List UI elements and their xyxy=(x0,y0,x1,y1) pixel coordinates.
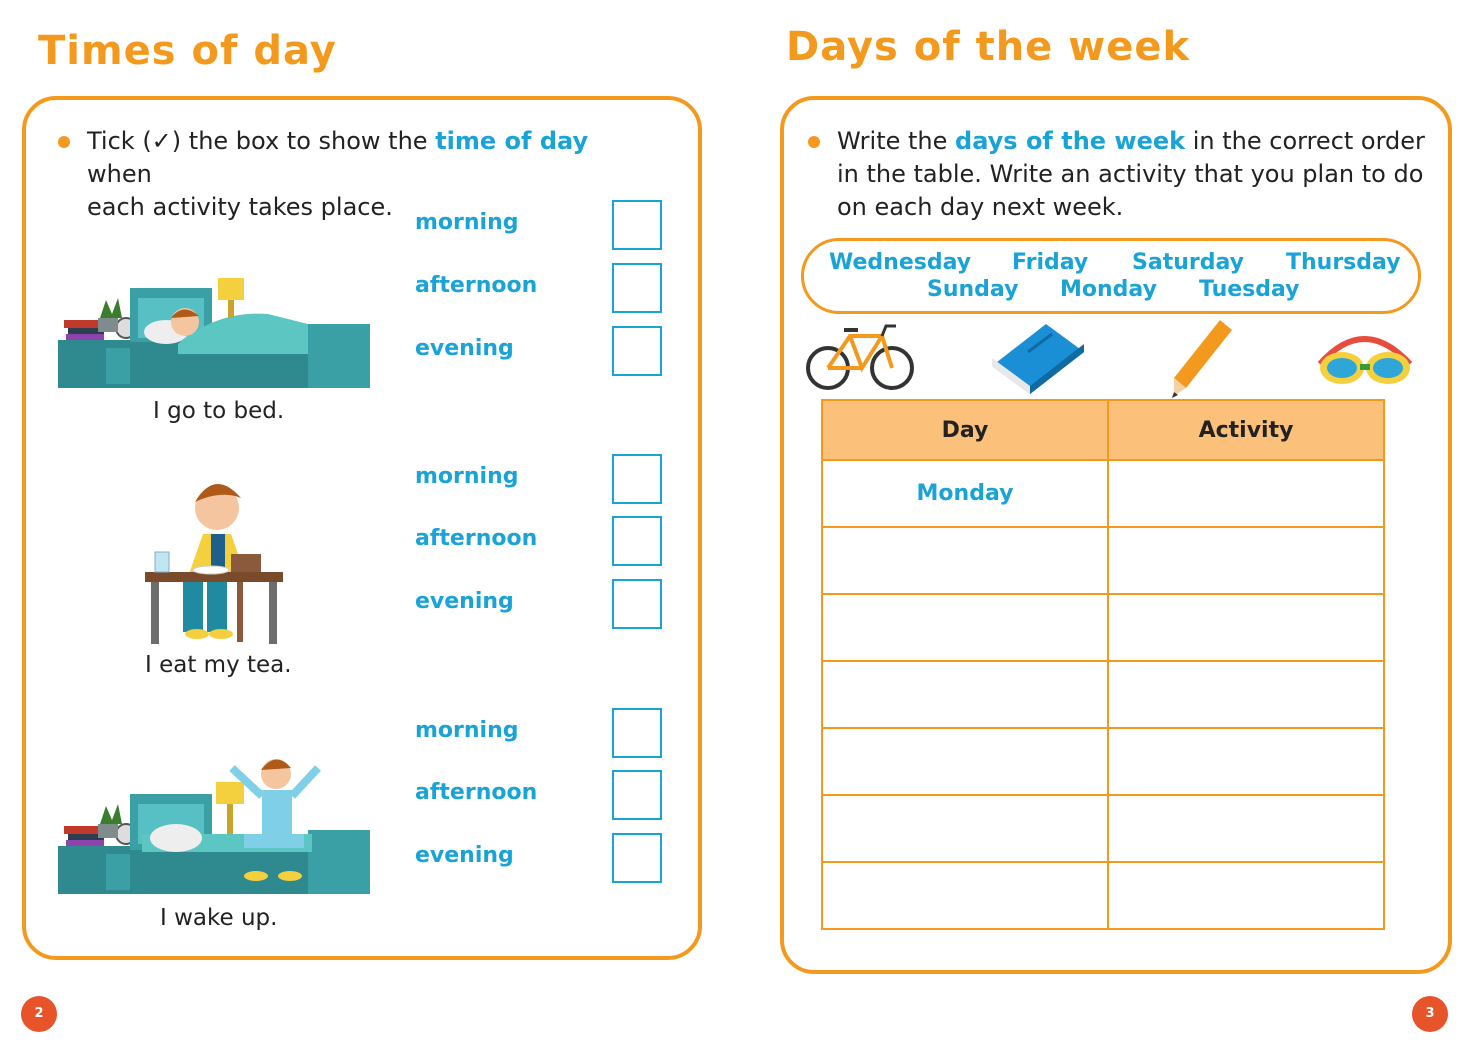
instruction-text: Write the xyxy=(837,127,956,155)
day-cell[interactable] xyxy=(822,661,1108,728)
activity-cell[interactable] xyxy=(1108,460,1384,527)
book-icon xyxy=(988,322,1088,394)
option-morning: morning xyxy=(415,464,519,489)
tick-box-morning[interactable] xyxy=(612,454,662,504)
activity-caption: I eat my tea. xyxy=(145,652,292,678)
tick-box-evening[interactable] xyxy=(612,579,662,629)
day-cell[interactable] xyxy=(822,527,1108,594)
bicycle-icon xyxy=(804,322,916,392)
right-instruction xyxy=(837,125,1427,224)
table-row xyxy=(822,661,1384,728)
option-evening: evening xyxy=(415,843,514,868)
activity-cell[interactable] xyxy=(1108,661,1384,728)
bullet-icon xyxy=(808,136,820,148)
activity-cell[interactable] xyxy=(1108,594,1384,661)
tick-box-evening[interactable] xyxy=(612,326,662,376)
tick-box-afternoon[interactable] xyxy=(612,263,662,313)
child-sleeping-illustration xyxy=(58,270,373,390)
word-bank-item: Friday xyxy=(1012,250,1089,275)
activity-cell[interactable] xyxy=(1108,862,1384,929)
word-bank-item: Tuesday xyxy=(1199,277,1300,302)
child-eating-illustration xyxy=(145,474,285,646)
days-table xyxy=(821,399,1385,930)
table-row xyxy=(822,527,1384,594)
left-instruction xyxy=(87,125,647,224)
day-cell[interactable] xyxy=(822,795,1108,862)
option-morning: morning xyxy=(415,718,519,743)
word-bank-item: Saturday xyxy=(1132,250,1244,275)
option-evening: evening xyxy=(415,336,514,361)
table-row xyxy=(822,594,1384,661)
pencil-icon xyxy=(1170,318,1234,398)
word-bank-item: Thursday xyxy=(1286,250,1401,275)
instruction-text: on each day next week. xyxy=(837,193,1124,221)
tick-box-morning[interactable] xyxy=(612,200,662,250)
day-cell[interactable] xyxy=(822,594,1108,661)
day-cell[interactable] xyxy=(822,862,1108,929)
tick-box-morning[interactable] xyxy=(612,708,662,758)
word-bank-item: Monday xyxy=(1060,277,1157,302)
table-header-row xyxy=(822,400,1384,460)
activity-cell[interactable] xyxy=(1108,795,1384,862)
table-row xyxy=(822,862,1384,929)
instruction-text: when xyxy=(87,160,152,188)
word-bank-item: Sunday xyxy=(927,277,1019,302)
option-evening: evening xyxy=(415,589,514,614)
swimming-goggles-icon xyxy=(1316,330,1414,388)
column-header-activity: Activity xyxy=(1108,400,1384,460)
instruction-text: Tick (✓) the box to show the xyxy=(87,127,436,155)
day-cell[interactable]: Monday xyxy=(822,460,1108,527)
page-number: 3 xyxy=(1412,996,1448,1032)
instruction-highlight: days of the week xyxy=(955,127,1186,155)
activity-cell[interactable] xyxy=(1108,527,1384,594)
table-row xyxy=(822,728,1384,795)
instruction-text: in the correct order xyxy=(1185,127,1425,155)
table-row xyxy=(822,795,1384,862)
instruction-text: each activity takes place. xyxy=(87,193,393,221)
bullet-icon xyxy=(58,136,70,148)
word-bank-item: Wednesday xyxy=(829,250,972,275)
column-header-day: Day xyxy=(822,400,1108,460)
activity-caption: I go to bed. xyxy=(153,398,285,424)
right-page-title: Days of the week xyxy=(786,24,1191,70)
tick-box-afternoon[interactable] xyxy=(612,516,662,566)
option-morning: morning xyxy=(415,210,519,235)
activity-cell[interactable] xyxy=(1108,728,1384,795)
day-cell[interactable] xyxy=(822,728,1108,795)
left-page-title: Times of day xyxy=(38,28,337,74)
option-afternoon: afternoon xyxy=(415,273,538,298)
instruction-highlight: time of day xyxy=(435,127,589,155)
option-afternoon: afternoon xyxy=(415,780,538,805)
option-afternoon: afternoon xyxy=(415,526,538,551)
instruction-text: in the table. Write an activity that you plan to do xyxy=(837,160,1424,188)
table-row xyxy=(822,460,1384,527)
activity-caption: I wake up. xyxy=(160,905,278,931)
tick-box-afternoon[interactable] xyxy=(612,770,662,820)
child-waking-illustration xyxy=(58,758,373,896)
tick-box-evening[interactable] xyxy=(612,833,662,883)
page-number: 2 xyxy=(21,996,57,1032)
